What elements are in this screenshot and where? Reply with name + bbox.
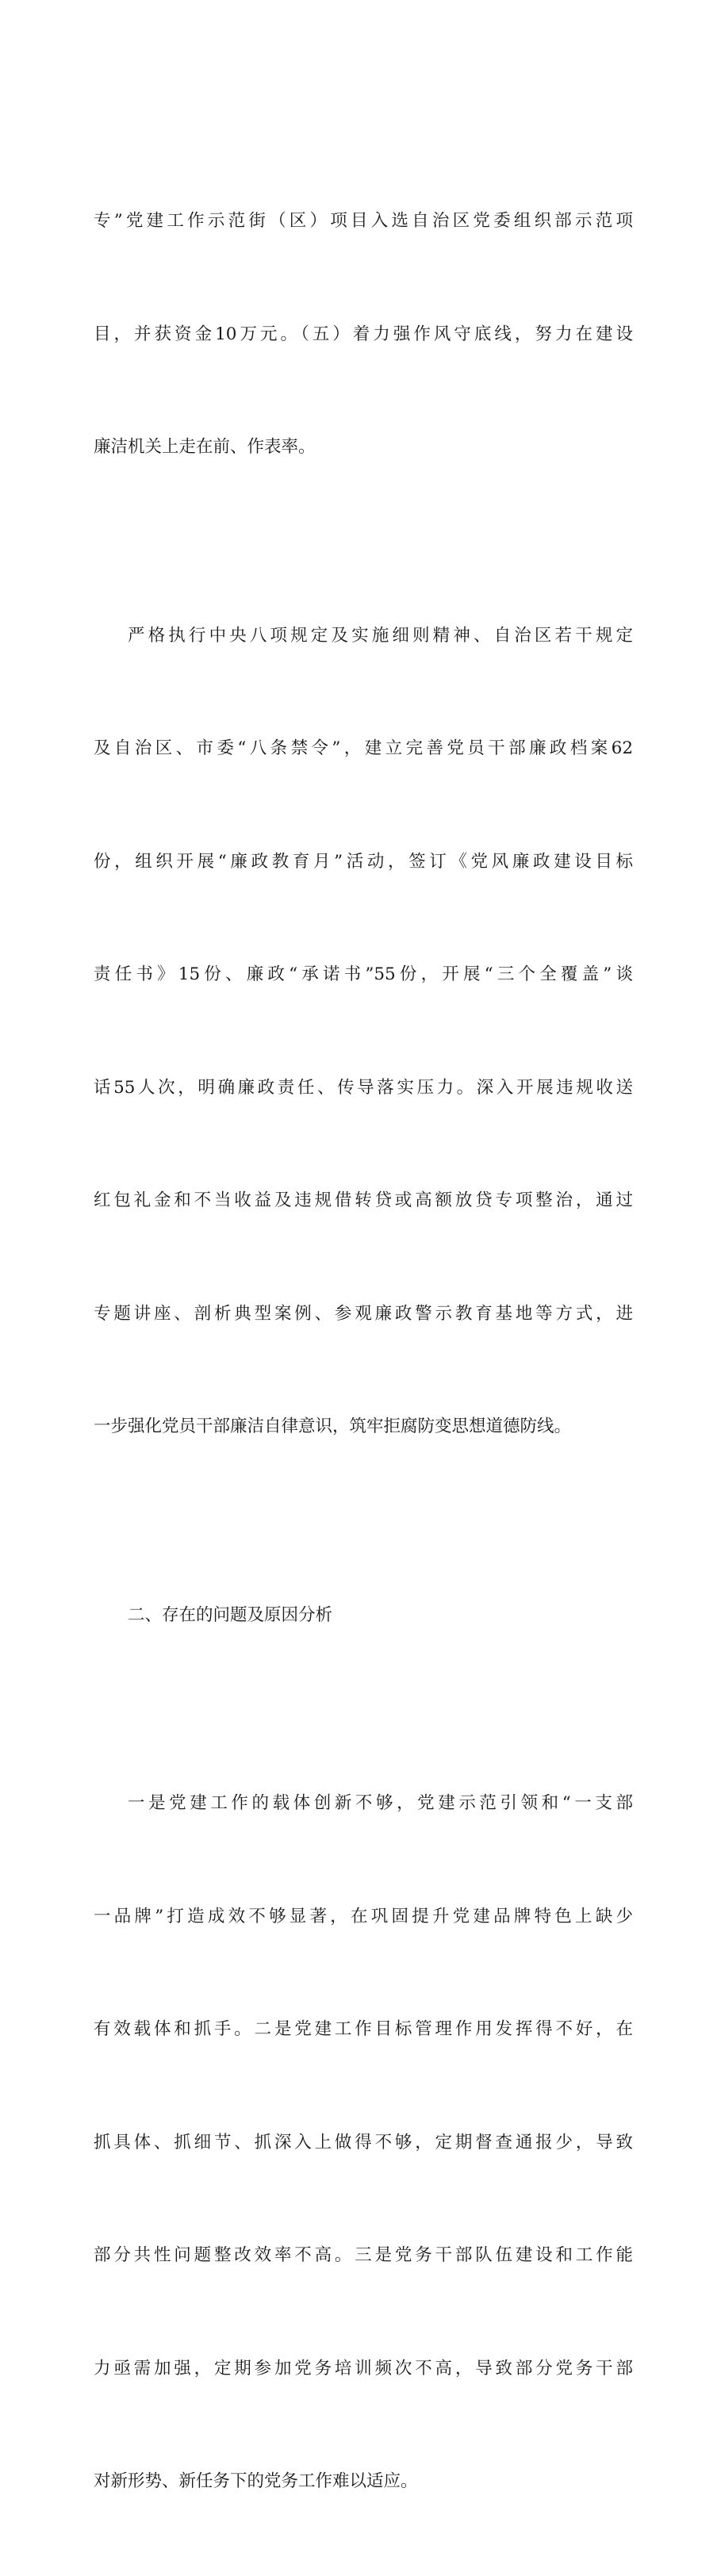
section-heading: 二、存在的问题及原因分析	[128, 1604, 333, 1625]
text-line: 红包礼金和不当收益及违规借转贷或高额放贷专项整治，通过	[94, 1190, 633, 1210]
text-line: 一步强化党员干部廉洁自律意识，筑牢拒腐防变思想道德防线。	[94, 1416, 572, 1436]
text-line: 及自治区、市委“八条禁令”，建立完善党员干部廉政档案62	[94, 738, 633, 758]
text-line: 一品牌”打造成效不够显著，在巩固提升党建品牌特色上缺少	[94, 1906, 633, 1926]
text-line: 话55人次，明确廉政责任、传导落实压力。深入开展违规收送	[94, 1077, 633, 1098]
text-line: 份，组织开展“廉政教育月”活动，签订《党风廉政建设目标	[94, 851, 633, 872]
text-line: 有效载体和抓手。二是党建工作目标管理作用发挥得不好，在	[94, 2019, 633, 2039]
text-line: 抓具体、抓细节、抓深入上做得不够，定期督查通报少，导致	[94, 2132, 633, 2152]
text-line: 目，并获资金10万元。（五）着力强作风守底线，努力在建设	[94, 324, 633, 344]
text-line: 专题讲座、剖析典型案例、参观廉政警示教育基地等方式，进	[94, 1303, 633, 1324]
paragraph-problems-analysis	[94, 1709, 633, 2576]
text-line: 一是党建工作的载体创新不够，党建示范引领和“一支部	[128, 1793, 633, 1813]
text-line: 力亟需加强，定期参加党务培训频次不高，导致部分党务干部	[94, 2358, 633, 2379]
text-line: 廉洁机关上走在前、作表率。	[94, 437, 316, 457]
paragraph-party-building-result	[94, 127, 633, 542]
text-line: 严格执行中央八项规定及实施细则精神、自治区若干规定	[128, 625, 633, 646]
document-body	[94, 127, 633, 2576]
text-line: 责任书》15份、廉政“承诺书”55份，开展“三个全覆盖”谈	[94, 964, 633, 984]
text-line: 专”党建工作示范街（区）项目入选自治区党委组织部示范项	[94, 211, 633, 231]
paragraph-integrity-measures	[94, 542, 633, 1521]
text-line: 部分共性问题整改效率不高。三是党务干部队伍建设和工作能	[94, 2245, 633, 2265]
text-line: 对新形势、新任务下的党务工作难以适应。	[94, 2471, 418, 2491]
section-heading-problems	[94, 1521, 633, 1710]
